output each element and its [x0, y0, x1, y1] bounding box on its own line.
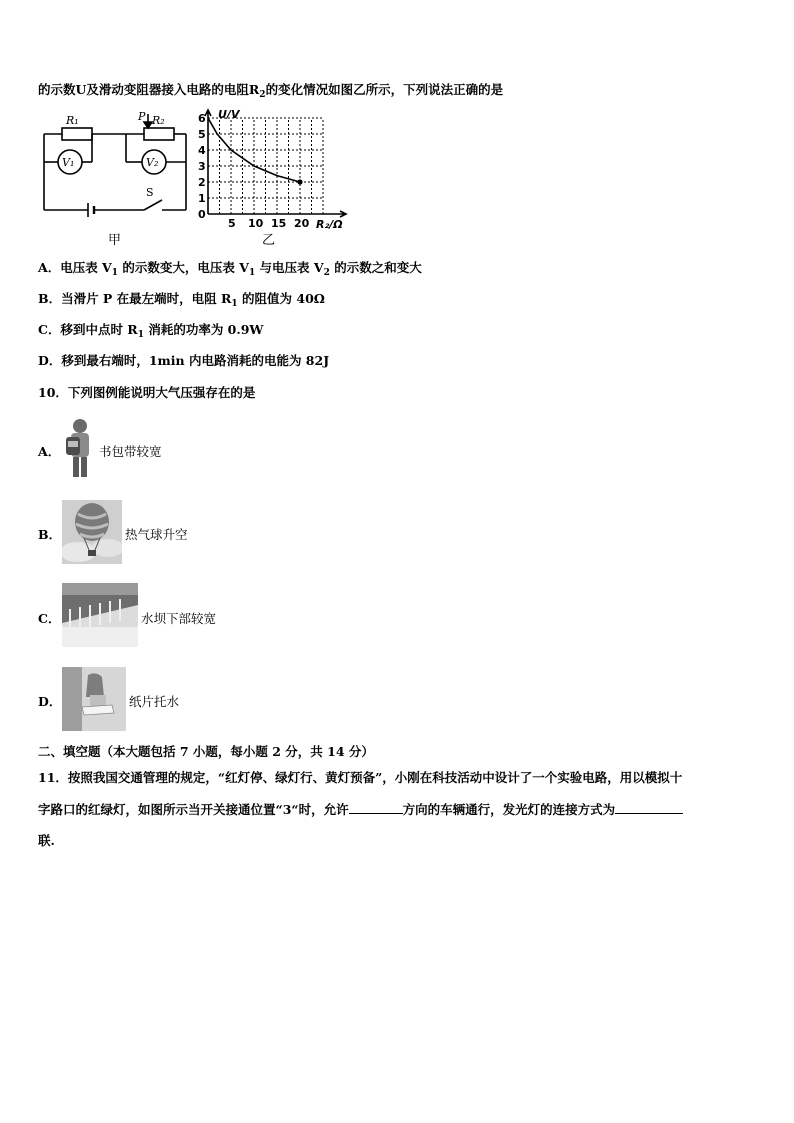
q9-intro-post: 的变化情况如图乙所示，下列说法正确的是 — [265, 82, 504, 97]
q9-option-d-text-1: 移到最右端时，1min 内电路消耗的电能为 82J — [61, 353, 330, 368]
q9-option-a-text-2: 的示数变大，电压表 V — [118, 260, 249, 275]
caption-jia: 甲 — [108, 233, 122, 248]
q10-option-c-letter: C． — [38, 611, 61, 626]
graph-grid — [208, 118, 323, 214]
q9-option-b-sub-1: 1 — [231, 299, 238, 309]
dam-image — [62, 583, 138, 647]
q9-option-d-letter: D． — [38, 353, 62, 368]
q9-intro-sub: 2 — [259, 90, 266, 100]
y-tick-label: 4 — [198, 144, 206, 157]
q11-line-2 — [38, 801, 683, 818]
graph-xlabel: R₂/Ω — [316, 218, 343, 231]
q9-option-a-text-3: 与电压表 V — [255, 260, 324, 275]
graph-axes — [205, 110, 346, 217]
q9-option-c-sub-1: 1 — [137, 330, 144, 340]
q9-option-c — [38, 322, 263, 338]
x-tick-label: 5 — [228, 217, 236, 230]
q10-option-d-text: 纸片托水 — [129, 694, 180, 709]
q10-option-a-text: 书包带较宽 — [99, 444, 162, 459]
q10-option-d-letter: D． — [38, 694, 62, 709]
section-2-heading: 二、填空题（本大题包括 7 小题，每小题 2 分，共 14 分） — [38, 744, 374, 759]
label-v2: V₂ — [146, 156, 159, 169]
hot-air-balloon-image — [62, 500, 122, 564]
q9-option-a — [38, 260, 422, 276]
q11-line-3: 联. — [38, 833, 55, 848]
graph-axis-lines — [205, 110, 346, 217]
y-tick-label: 6 — [198, 112, 206, 125]
q11-line-2a: 字路口的红绿灯，如图所示当开关接通位置“3“时，允许 — [38, 802, 349, 817]
q9-option-a-text-4: 的示数之和变大 — [329, 260, 422, 275]
x-tick-label: 10 — [248, 217, 264, 230]
y-tick-label: 3 — [198, 160, 206, 173]
q9-option-a-sub-1: 1 — [111, 268, 119, 278]
paper-holds-water-image — [62, 667, 126, 731]
q10-option-b-letter: B． — [38, 527, 62, 542]
q10-option-a-letter: A． — [38, 444, 61, 459]
answer-blank-connection[interactable] — [615, 801, 683, 814]
q10-option-c-text: 水坝下部较宽 — [141, 611, 217, 626]
q9-intro — [38, 82, 503, 98]
q9-option-b-letter: B． — [38, 291, 62, 306]
q9-option-b-text-2: 的阻值为 40Ω — [237, 291, 325, 306]
label-r2: R₂ — [152, 114, 165, 127]
y-tick-label: 1 — [198, 192, 206, 205]
label-v1: V₁ — [62, 156, 75, 169]
q9-option-a-letter: A． — [38, 260, 61, 275]
q11-line-2b: 方向的车辆通行，发光灯的连接方式为 — [402, 802, 616, 817]
q9-option-d — [38, 353, 329, 369]
y-tick-label: 2 — [198, 176, 206, 189]
student-backpack-image — [62, 417, 96, 481]
q9-option-b-text-1: 当滑片 P 在最左端时，电阻 R — [61, 291, 232, 306]
q9-option-a-sub-2: 1 — [248, 268, 256, 278]
q10-option-b-text: 热气球升空 — [125, 527, 188, 542]
y-tick-label: 5 — [198, 128, 206, 141]
q9-option-b — [38, 291, 325, 307]
label-r1: R₁ — [66, 114, 79, 127]
q9-option-c-letter: C． — [38, 322, 61, 337]
graph-endpoint-dot — [297, 179, 302, 184]
x-tick-label: 15 — [271, 217, 287, 230]
caption-yi: 乙 — [262, 233, 276, 248]
answer-blank-direction[interactable] — [349, 801, 403, 814]
q9-option-a-sub-3: 2 — [323, 268, 330, 278]
q9-option-c-text-2: 消耗的功率为 0.9W — [143, 322, 264, 337]
q10-stem: 10．下列图例能说明大气压强存在的是 — [38, 385, 256, 400]
q9-option-c-text-1: 移到中点时 R — [60, 322, 138, 337]
q9-option-a-text-1: 电压表 V — [60, 260, 112, 275]
q11-line-1: 11．按照我国交通管理的规定，“红灯停、绿灯行、黄灯预备”，小刚在科技活动中设计了一个实验电路，用以模拟十 — [38, 770, 683, 785]
x-tick-label: 20 — [294, 217, 310, 230]
graph-ylabel: U/V — [218, 108, 240, 121]
label-p: P — [138, 110, 146, 123]
circuit-diagram-jia — [36, 106, 196, 251]
graph-origin: 0 — [198, 208, 206, 221]
label-s: S — [146, 186, 154, 199]
q9-intro-pre: 的示数U及滑动变阻器接入电路的电阻R — [38, 82, 260, 97]
graph-yi — [196, 106, 356, 251]
